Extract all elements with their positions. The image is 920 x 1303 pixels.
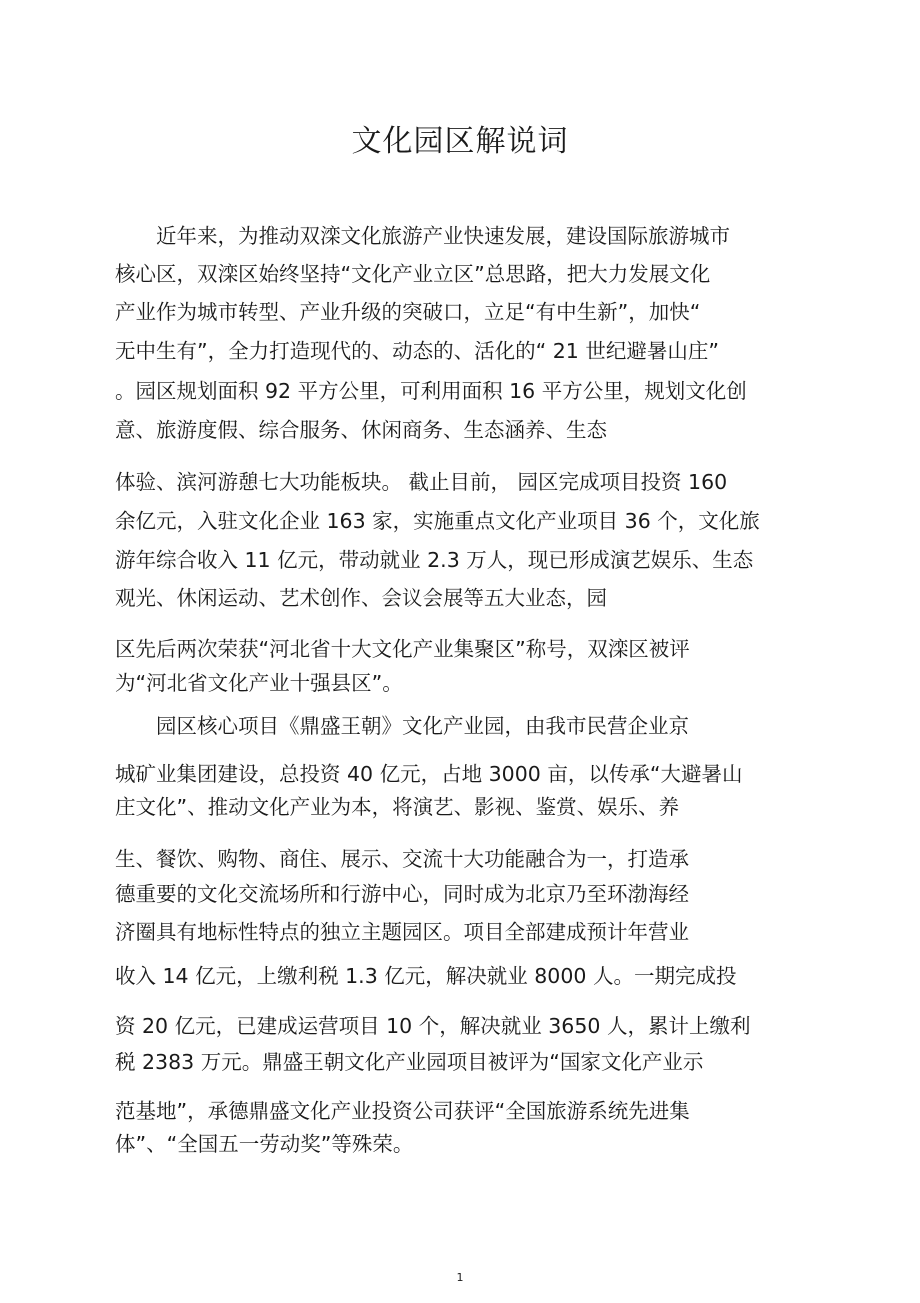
text-line: 体验、滨河游憩七大功能板块。 截止目前， 园区完成项目投资 160 <box>115 470 728 494</box>
text-line: 观光、休闲运动、艺术创作、会议会展等五大业态，园 <box>115 586 607 610</box>
text-line: 余亿元，入驻文化企业 163 家，实施重点文化产业项目 36 个，文化旅 <box>115 509 760 533</box>
text-line: 体”、“全国五一劳动奖”等殊荣。 <box>115 1132 414 1156</box>
text-line: 城矿业集团建设，总投资 40 亿元，占地 3000 亩，以传承“大避暑山 <box>115 762 743 786</box>
text-line: 。园区规划面积 92 平方公里，可利用面积 16 平方公里，规划文化创 <box>115 379 747 403</box>
text-line: 生、餐饮、购物、商住、展示、交流十大功能融合为一，打造承 <box>115 847 689 871</box>
text-line: 资 20 亿元，已建成运营项目 10 个，解决就业 3650 人，累计上缴利 <box>115 1014 751 1038</box>
text-line: 产业作为城市转型、产业升级的突破口，立足“有中生新”，加快“ <box>115 300 701 324</box>
text-line: 庄文化”、推动文化产业为本，将演艺、影视、鉴赏、娱乐、养 <box>115 795 680 819</box>
text-line: 范基地”，承德鼎盛文化产业投资公司获评“全国旅游系统先进集 <box>115 1099 690 1123</box>
text-line: 德重要的文化交流场所和行游中心，同时成为北京乃至环渤海经 <box>115 882 689 906</box>
text-line: 区先后两次荣获“河北省十大文化产业集聚区”称号，双滦区被评 <box>115 637 690 661</box>
text-line: 为“河北省文化产业十强县区”。 <box>115 671 403 695</box>
text-line: 园区核心项目《鼎盛王朝》文化产业园，由我市民营企业京 <box>115 714 689 738</box>
text-line: 济圈具有地标性特点的独立主题园区。项目全部建成预计年营业 <box>115 920 689 944</box>
page-number: 1 <box>456 1271 464 1284</box>
text-line: 核心区，双滦区始终坚持“文化产业立区”总思路，把大力发展文化 <box>115 262 711 286</box>
text-line: 意、旅游度假、综合服务、休闲商务、生态涵养、生态 <box>115 418 607 442</box>
text-line: 游年综合收入 11 亿元，带动就业 2.3 万人，现已形成演艺娱乐、生态 <box>115 548 754 572</box>
text-line: 税 2383 万元。鼎盛王朝文化产业园项目被评为“国家文化产业示 <box>115 1050 704 1074</box>
text-line: 收入 14 亿元，上缴利税 1.3 亿元，解决就业 8000 人。一期完成投 <box>115 964 737 988</box>
text-line: 近年来，为推动双滦文化旅游产业快速发展，建设国际旅游城市 <box>115 224 730 248</box>
text-line: 无中生有”，全力打造现代的、动态的、活化的“ 21 世纪避暑山庄” <box>115 339 719 363</box>
page-title: 文化园区解说词 <box>351 124 569 159</box>
